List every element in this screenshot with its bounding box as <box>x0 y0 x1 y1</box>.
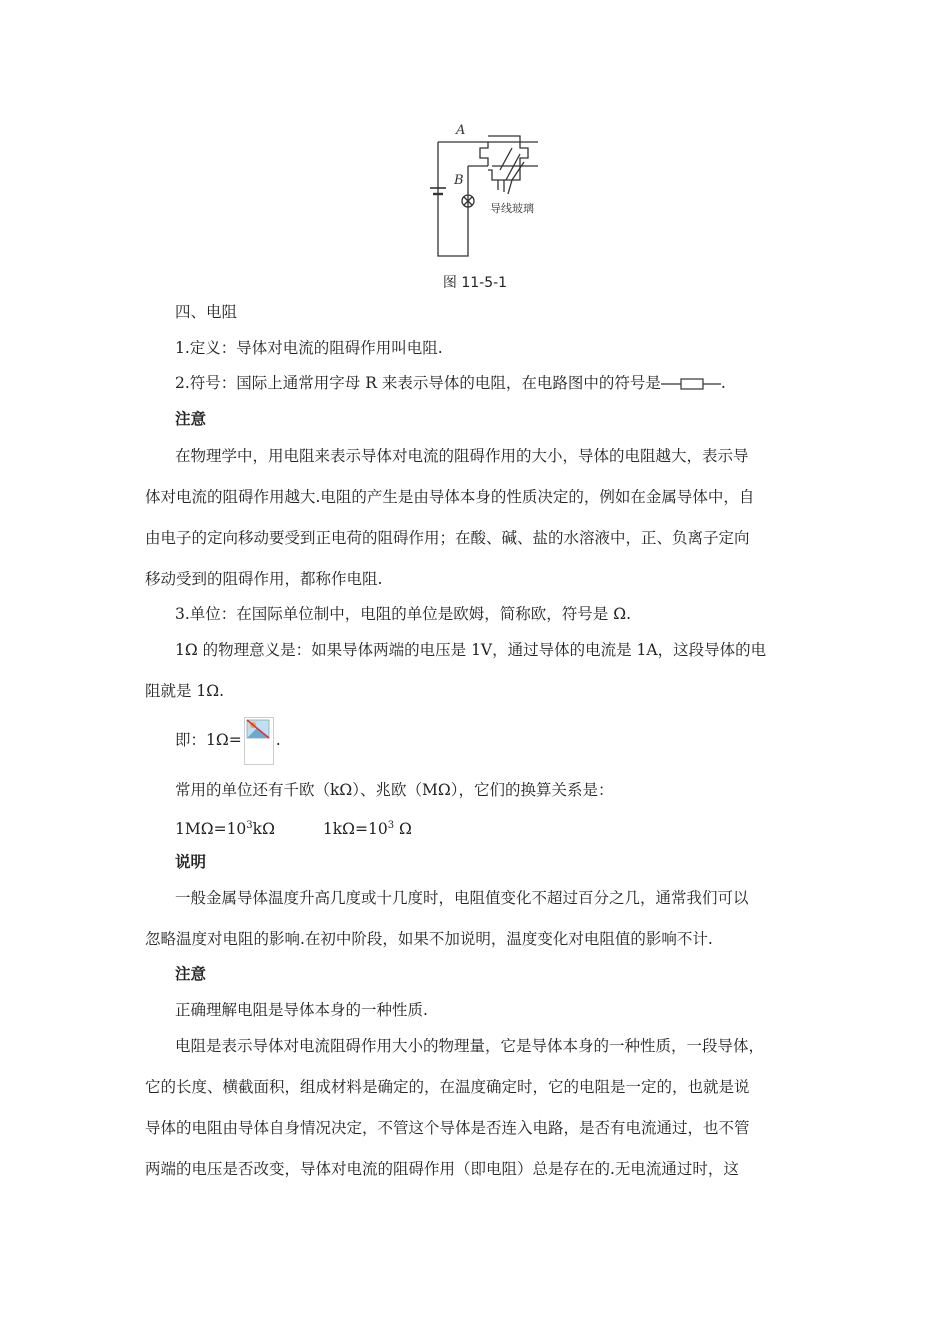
resistor-symbol-icon <box>661 377 721 391</box>
formula-line <box>175 716 281 765</box>
note-title-2: 注意 <box>175 965 207 983</box>
broken-image-icon <box>244 717 274 765</box>
note2-line: 正确理解电阻是导体本身的一种性质. <box>175 1001 428 1019</box>
final-line: 电阻是表示导体对电流阻碍作用大小的物理量，它是导体本身的一种性质，一段导体， <box>175 1037 765 1055</box>
explain-line: 忽略温度对电阻的影响.在初中阶段，如果不加说明，温度变化对电阻值的影响不计. <box>145 930 713 948</box>
note1-line: 由电子的定向移动要受到正电荷的阻碍作用；在酸、碱、盐的水溶液中，正、负离子定向 <box>145 529 750 547</box>
meaning-line: 1Ω 的物理意义是：如果导体两端的电压是 1V，通过导体的电流是 1A，这段导体的电 <box>175 641 767 659</box>
explain-title: 说明 <box>175 853 207 871</box>
note1-line: 移动受到的阻碍作用，都称作电阻. <box>145 570 383 588</box>
note-title-1: 注意 <box>175 410 207 428</box>
formula-prefix: 即：1Ω= <box>175 731 242 749</box>
final-line: 它的长度、横截面积，组成材料是确定的，在温度确定时，它的电阻是一定的，也就是说 <box>145 1078 750 1096</box>
symbol-end: . <box>720 374 726 392</box>
final-line: 导体的电阻由导体自身情况决定，不管这个导体是否连入电路，是否有电流通过，也不管 <box>145 1119 750 1137</box>
common-units-line: 常用的单位还有千欧（kΩ）、兆欧（MΩ），它们的换算关系是： <box>175 781 614 799</box>
glass-label: 导线玻璃 <box>490 202 534 215</box>
unit-line: 3.单位：在国际单位制中，电阻的单位是欧姆，简称欧，符号是 Ω. <box>175 605 631 623</box>
note1-line: 在物理学中，用电阻来表示导体对电流的阻碍作用的大小，导体的电阻越大，表示导 <box>175 447 749 465</box>
label-a: A <box>456 123 466 138</box>
note1-line: 体对电流的阻碍作用越大.电阻的产生是由导体本身的性质决定的，例如在金属导体中，自 <box>145 488 755 506</box>
figure-caption: 图 11-5-1 <box>442 275 508 291</box>
symbol-text: 2.符号：国际上通常用字母 R 来表示导体的电阻，在电路图中的符号是 <box>175 374 661 392</box>
circuit-diagram <box>420 118 560 268</box>
definition-line: 1.定义：导体对电流的阻碍作用叫电阻. <box>175 339 443 357</box>
conversion-line: $1M\Omega=10^3k\Omega$ $1k\Omega=10^3$ Ω <box>175 820 412 839</box>
final-line: 两端的电压是否改变，导体对电流的阻碍作用（即电阻）总是存在的.无电流通过时，这 <box>145 1160 739 1178</box>
section-title: 四、电阻 <box>175 303 238 321</box>
meaning-line: 阻就是 1Ω. <box>145 682 225 700</box>
label-b: B <box>454 173 464 188</box>
circuit-figure <box>420 118 560 268</box>
explain-line: 一般金属导体温度升高几度或十几度时，电阻值变化不超过百分之几，通常我们可以 <box>175 889 749 907</box>
formula-suffix: . <box>275 731 281 749</box>
symbol-line <box>175 373 726 393</box>
